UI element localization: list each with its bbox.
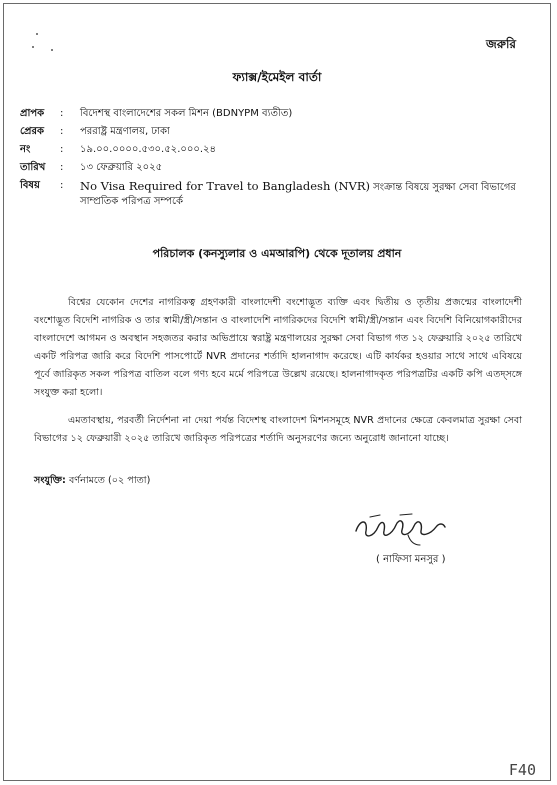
subject-english: No Visa Required for Travel to Bangladesh (NVR)	[80, 179, 370, 193]
document-page	[3, 3, 551, 781]
document-title: ফ্যাক্স/ইমেইল বার্তা	[232, 70, 322, 84]
addressee-line: পরিচালক (কনস্যুলার ও এমআরপি) থেকে দূতালয় প্রধান	[152, 247, 402, 260]
scan-speck	[32, 46, 34, 48]
meta-label: নং	[20, 144, 31, 155]
meta-row-reference-number	[20, 143, 520, 157]
subject-value	[80, 179, 520, 209]
meta-row-sender	[20, 125, 520, 139]
meta-separator: :	[60, 144, 64, 155]
meta-row-recipient	[20, 107, 520, 121]
meta-value: ১৯.০০.০০০০.৫৩০.৫২.০০০.২৪	[80, 144, 217, 155]
page-mark: F40	[508, 761, 536, 779]
meta-separator: :	[60, 162, 64, 173]
body-paragraph-2: এমতাবস্থায়, পরবর্তী নির্দেশনা না দেয়া পর্যন্ত বিদেশস্থ বাংলাদেশ মিশনসমূহে NVR প্রদানের ক্ষেত্রে কেবলমাত্র সুরক্ষা সেবা বিভাগের ১২ ফেব্রুয়ারী ২০২৫ তারিখে জারিকৃত পরিপত্রের শর্তাদি অনুসরণের জন্যে অনুরোধ জানানো যাচ্ছে।	[34, 415, 522, 444]
meta-value: ১৩ ফেব্রুয়ারি ২০২৫	[80, 162, 163, 173]
meta-label: তারিখ	[20, 162, 46, 173]
meta-row-date	[20, 161, 520, 175]
subject-bangla: সংক্রান্ত বিষয়ে সুরক্ষা সেবা বিভাগের সাম্প্রতিক পরিপত্র সম্পর্কে	[80, 182, 516, 207]
scan-speck	[51, 49, 53, 51]
body-paragraph-1: বিশ্বের যেকোন দেশের নাগরিকত্ব গ্রহণকারী বাংলাদেশী বংশোদ্ভূত ব্যক্তি এবং দ্বিতীয় ও তৃতীয় প্রজন্মের বাংলাদেশী বংশোদ্ভূত বিদেশি নাগরিক ও তার স্বামী/স্ত্রী/সন্তান ও বাংলাদেশি নাগরিকদের বিদেশি স্বামী/স্ত্রী/সন্তান এবং বিদেশি বিনিয়োগকারীদের বাংলাদেশে আগমন ও অবস্থান সহজতর করার অভিপ্রায়ে স্বরাষ্ট্র মন্ত্রণালয়ের সুরক্ষা সেবা বিভাগ গত ১২ ফেব্রুয়ারি ২০২৫ তারিখে একটি পরিপত্র জারি করে বিদেশি পাসপোর্টে NVR প্রদানের শর্তাদি হালনাগাদ করেছে। এটি কার্যকর হওয়ার সাথে সাথে এবিষয়ে পূর্বে জারিকৃত সকল পরিপত্র বাতিল বলে গণ্য হবে মর্মে পরিপত্রে উল্লেখ রয়েছে। হালনাগাদকৃত পরিপত্রটির একটি কপি এতদ্সঙ্গে সংযুক্ত করা হলো।	[34, 297, 522, 398]
scan-speck	[36, 33, 38, 35]
attachment-line	[34, 474, 150, 489]
meta-value: বিদেশস্থ বাংলাদেশের সকল মিশন (BDNYPM ব্যতীত)	[80, 108, 293, 119]
attachment-label: সংযুক্তি:	[34, 475, 66, 486]
meta-separator: :	[60, 180, 64, 191]
meta-label: প্রাপক	[20, 108, 45, 119]
meta-separator: :	[60, 108, 64, 119]
memo-header	[20, 107, 520, 213]
meta-label: বিষয়	[20, 180, 40, 191]
meta-separator: :	[60, 126, 64, 137]
signer-name: ( নাফিসা মনসুর )	[376, 554, 446, 565]
meta-row-subject	[20, 179, 520, 209]
attachment-value: বর্ণনামতে (০২ পাতা)	[65, 475, 151, 486]
urgent-label: জরুরি	[486, 37, 516, 51]
handwritten-signature	[350, 509, 450, 547]
meta-label: প্রেরক	[20, 126, 45, 137]
meta-value: পররাষ্ট্র মন্ত্রণালয়, ঢাকা	[80, 126, 170, 137]
